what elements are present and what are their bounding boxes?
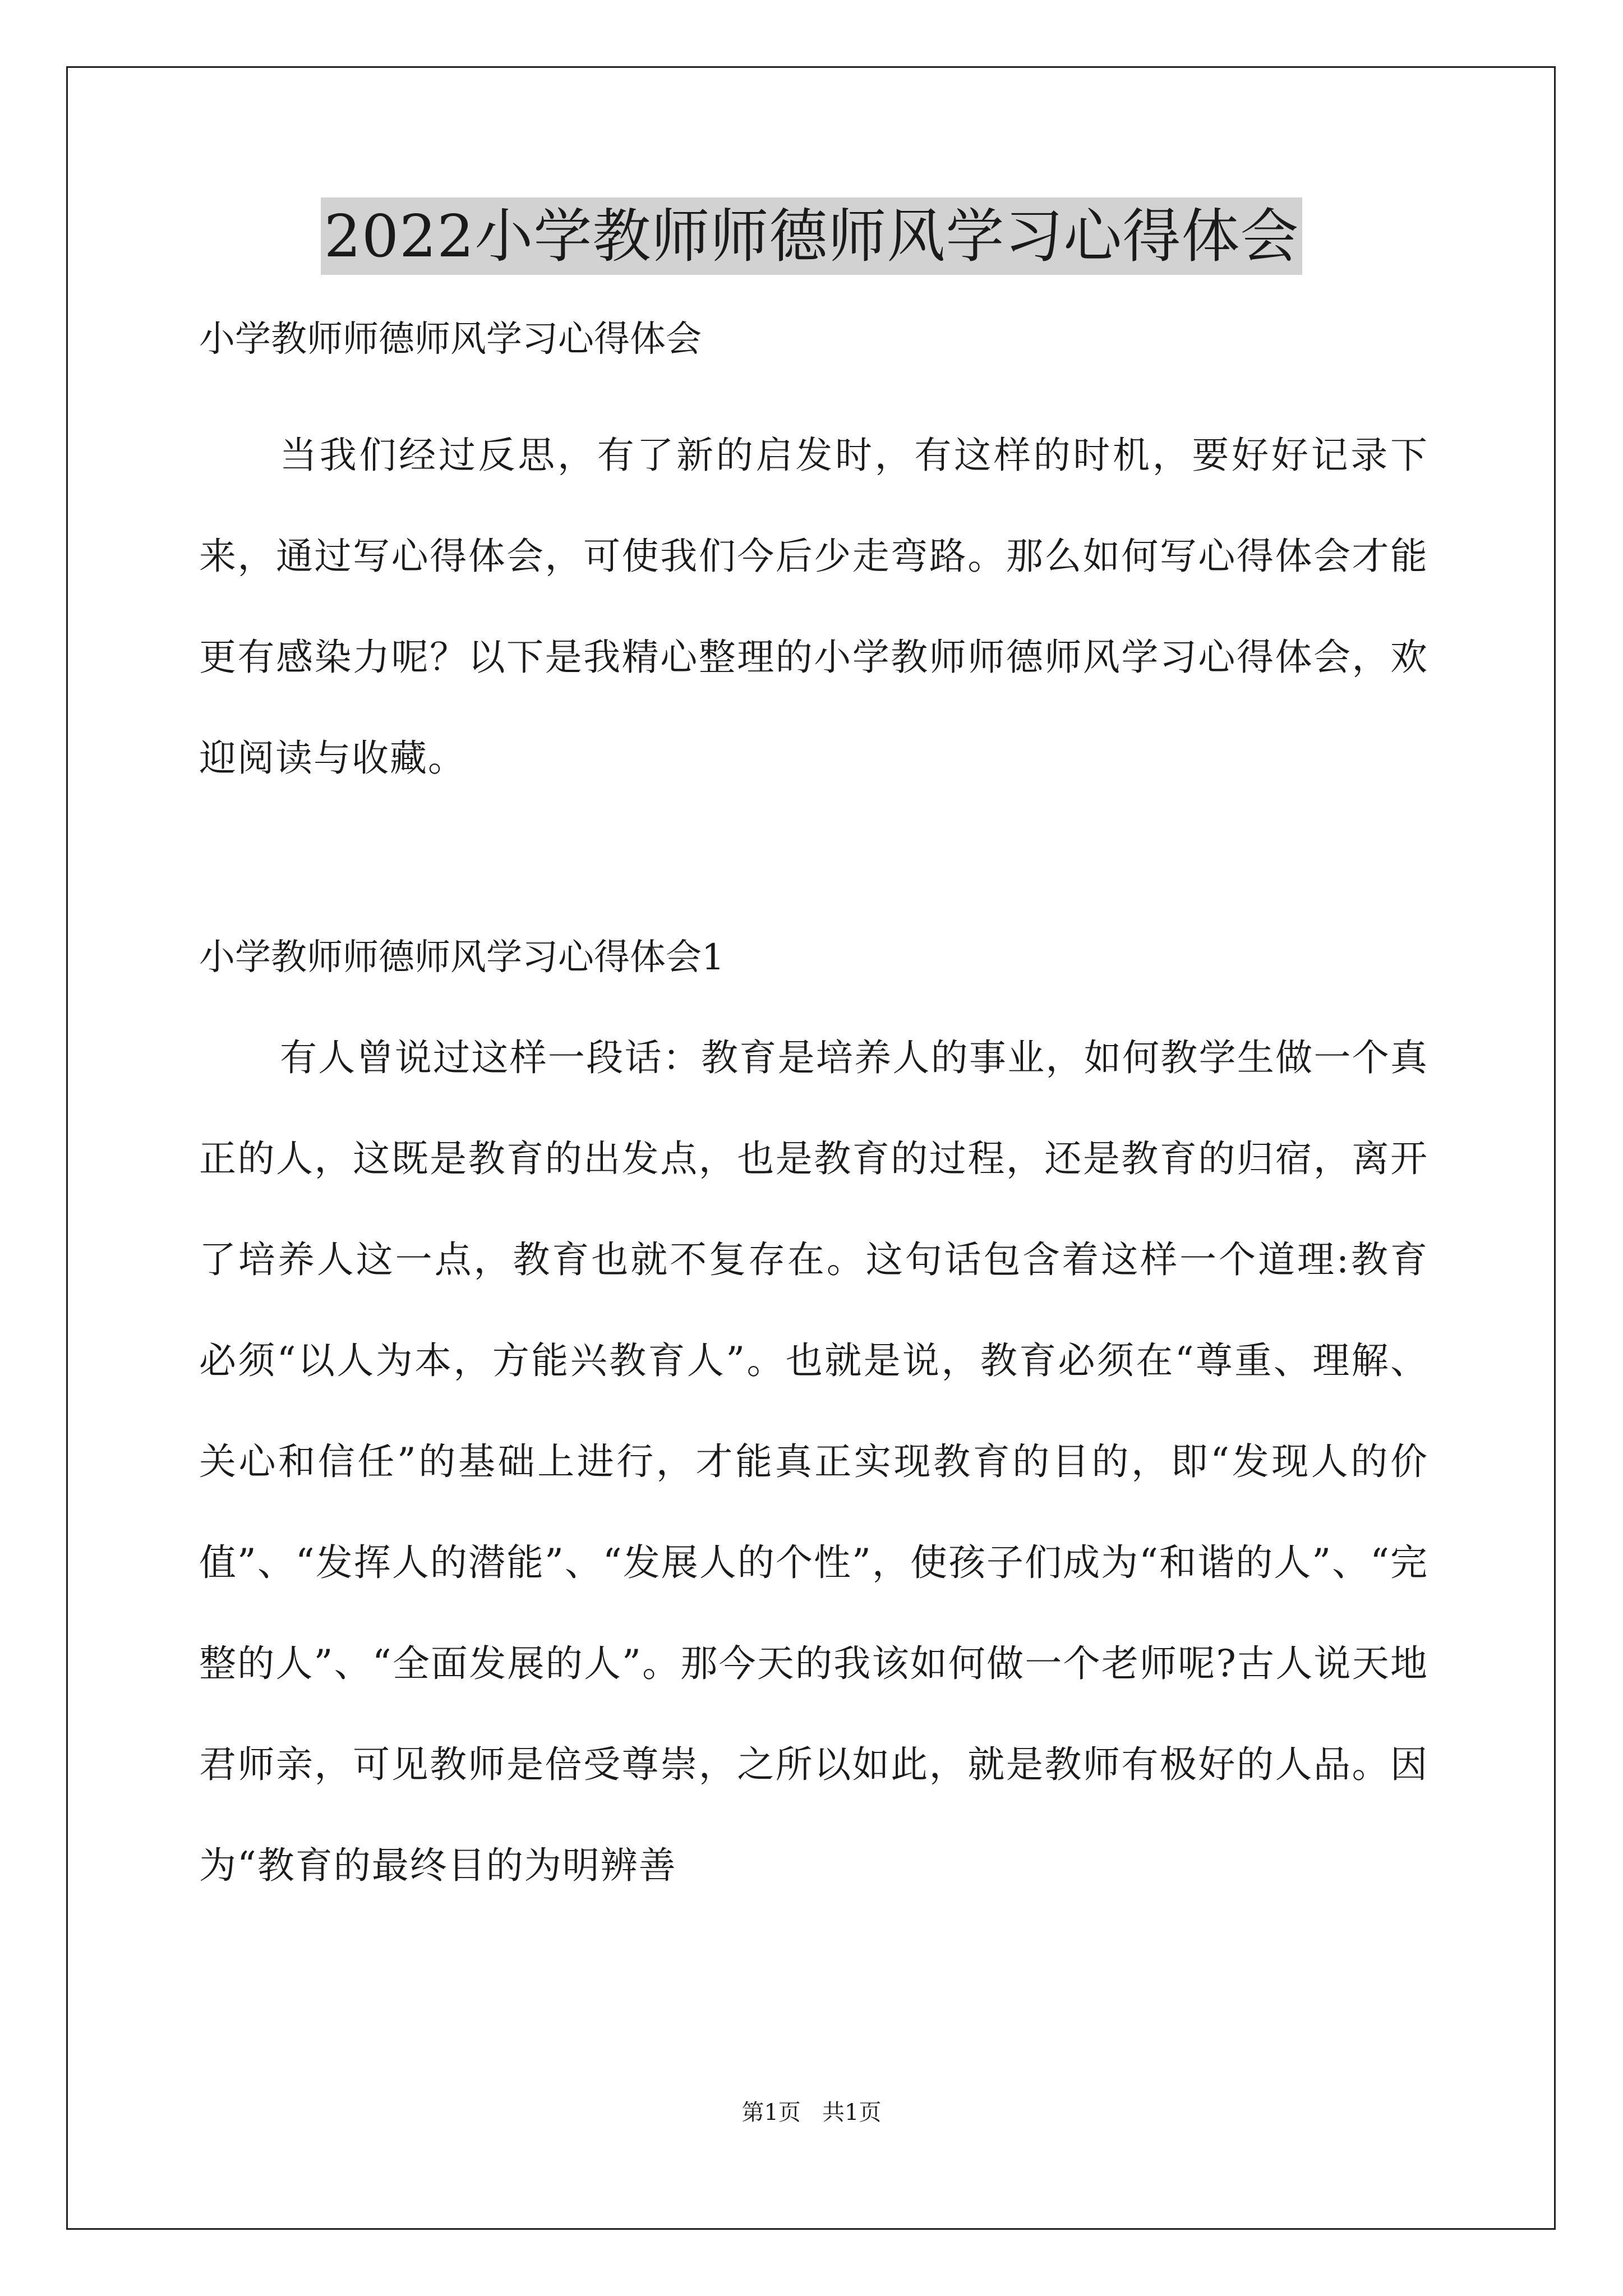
title-container <box>0 197 1623 275</box>
intro-paragraph: 当我们经过反思，有了新的启发时，有这样的时机，要好好记录下来，通过写心得体会，可使我们今后少走弯路。那么如何写心得体会才能更有感染力呢？以下是我精心整理的小学教师师德师风学习心得体会，欢迎阅读与收藏。 <box>199 434 1428 780</box>
page-footer: 第1页 共1页 <box>741 2100 882 2125</box>
section-heading: 小学教师师德师风学习心得体会1 <box>199 937 725 978</box>
spacer <box>199 809 1428 932</box>
intro-heading: 小学教师师德师风学习心得体会 <box>199 319 702 360</box>
spacer <box>199 365 1428 405</box>
document-title: 2022小学教师师德师风学习心得体会 <box>321 197 1303 275</box>
document-body <box>199 314 1428 1916</box>
section-paragraph: 有人曾说过这样一段话：教育是培养人的事业，如何教学生做一个真正的人，这既是教育的出发点，也是教育的过程，还是教育的归宿，离开了培养人这一点，教育也就不复存在。这句话包含着这样一个道理:教育必须“以人为本，方能兴教育人”。也就是说，教育必须在“尊重、理解、关心和信任”的基础上进行，才能真正实现教育的目的，即“发现人的价值”、“发挥人的潜能”、“发展人的个性”，使孩子们成为“和谐的人”、“完整的人”、“全面发展的人”。那今天的我该如何做一个老师呢?古人说天地君师亲，可见教师是倍受尊崇，之所以如此，就是教师有极好的人品。因为“教育的最终目的为明辨善 <box>199 1036 1428 1887</box>
spacer <box>199 983 1428 1007</box>
